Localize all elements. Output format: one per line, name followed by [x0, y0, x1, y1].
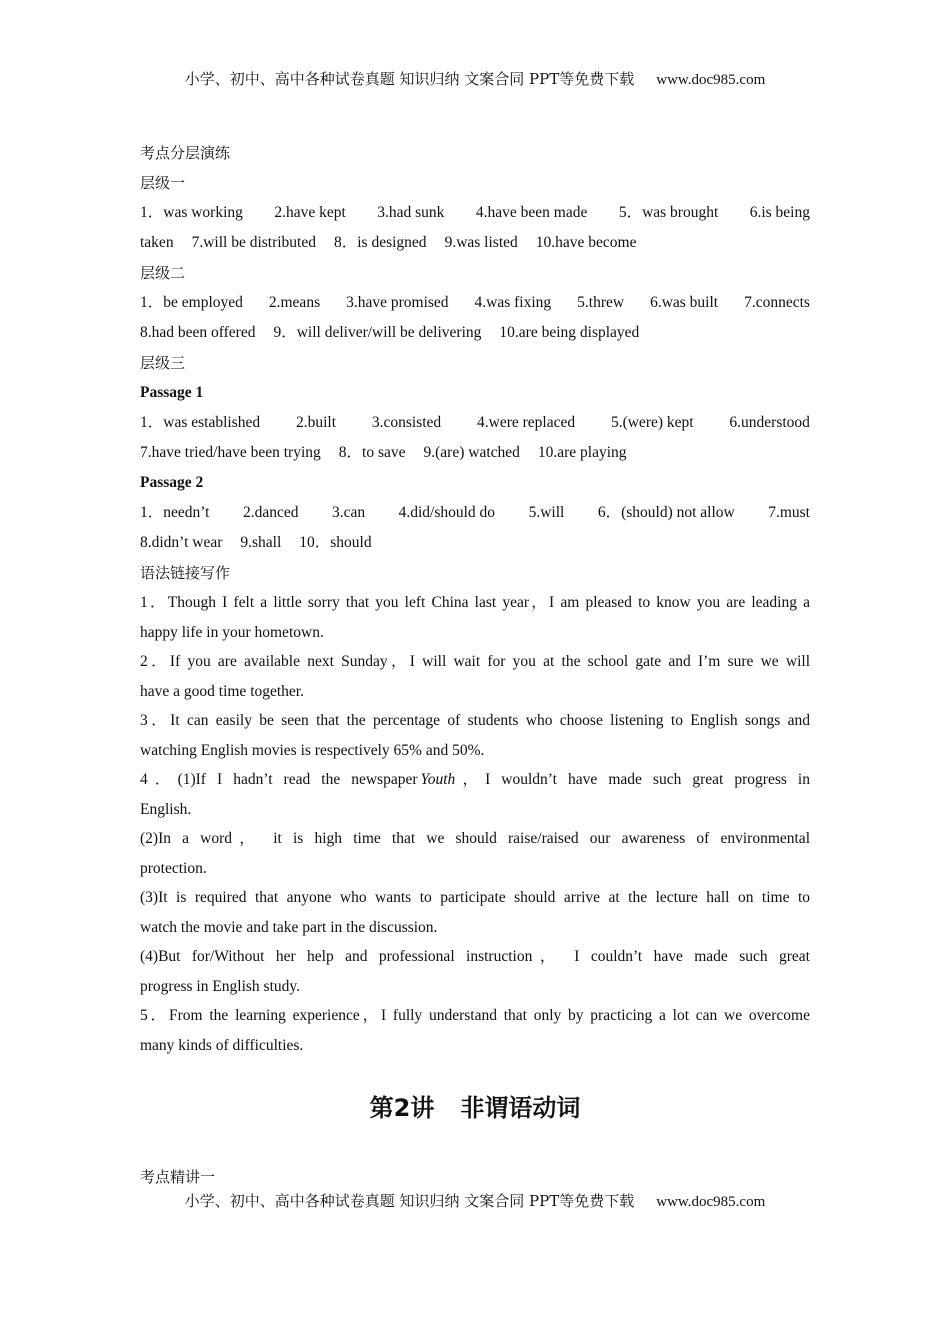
answer-item: 3.have promised	[346, 294, 449, 311]
answer-item: 3.can	[331, 504, 366, 521]
passage2-line1	[140, 498, 810, 528]
sentence-3-line2: watching English movies is respectively 65% and 50%.	[140, 741, 485, 759]
sentence-4-line1	[140, 765, 810, 795]
answer-item: 4.did/should do	[398, 504, 496, 521]
passage1-line2	[140, 438, 810, 468]
sentence-4-post: ，I wouldn’t have made such great progress in	[455, 771, 810, 788]
passage1-title: Passage 1	[140, 384, 204, 401]
answer-item: 9.shall	[240, 534, 282, 551]
page-footer	[0, 1190, 950, 1211]
sentence-5-line2: many kinds of difficulties.	[140, 1036, 304, 1054]
answer-item: 6.understood	[729, 414, 810, 431]
answer-item: 4.were replaced	[477, 414, 576, 431]
answer-item: taken	[140, 234, 174, 251]
answer-item: 9.(are) watched	[423, 444, 520, 461]
answer-item: 8.had been offered	[140, 324, 256, 341]
answer-item: 9．will deliver/will be delivering	[273, 324, 482, 341]
header-url[interactable]: www.doc985.com	[656, 72, 766, 88]
sentence-4-3-line1: (3)It is required that anyone who wants to participate should arrive at the lecture hall on time to	[140, 889, 810, 906]
passage1-line1	[140, 408, 810, 438]
answer-item: 8．is designed	[334, 234, 427, 251]
sentence-4-3-line2: watch the movie and take part in the discussion.	[140, 918, 438, 936]
chapter-name: 非谓语动词	[460, 1094, 581, 1122]
answer-item: 3.had sunk	[377, 204, 445, 221]
page-header	[0, 68, 950, 89]
answer-item: 10．should	[299, 534, 372, 551]
sentence-3-line1: 3．It can easily be seen that the percentage of students who choose listening to English songs and	[140, 712, 810, 729]
passage2-line2	[140, 528, 810, 558]
sentence-1-line1: 1．Though I felt a little sorry that you left China last year，I am pleased to know you are leading a	[140, 594, 810, 611]
answer-item: 5.will	[528, 504, 565, 521]
answer-item: 8.didn’t wear	[140, 534, 223, 551]
level2-title: 层级二	[140, 264, 186, 282]
newspaper-title: Youth	[420, 771, 456, 788]
answer-item: 2.means	[268, 294, 321, 311]
answer-item: 1．be employed	[140, 294, 243, 311]
answer-item: 1．was established	[140, 414, 261, 431]
answer-item: 10.have become	[535, 234, 637, 251]
section-title: 考点分层演练	[140, 144, 231, 162]
answer-item: 2.have kept	[274, 204, 346, 221]
passage2-title: Passage 2	[140, 474, 204, 491]
answer-item: 2.danced	[242, 504, 299, 521]
answer-item: 7.have tried/have been trying	[140, 444, 321, 461]
answer-item: 2.built	[295, 414, 336, 431]
answer-item: 5.threw	[577, 294, 625, 311]
answer-item: 6．(should) not allow	[597, 504, 735, 521]
answer-item: 7.must	[768, 504, 810, 521]
answer-item: 10.are being displayed	[499, 324, 640, 341]
sentence-1-line2: happy life in your hometown.	[140, 623, 324, 641]
answer-item: 6.was built	[650, 294, 719, 311]
sentence-4-2-line1: (2)In a word， it is high time that we should raise/raised our awareness of environmental	[140, 830, 810, 847]
sentence-5-line1: 5．From the learning experience，I fully understand that only by practicing a lot can we overcome	[140, 1007, 810, 1024]
answer-item: 8．to save	[338, 444, 406, 461]
sentence-4-4-line1: (4)But for/Without her help and professional instruction， I couldn’t have made such great	[140, 948, 810, 965]
answer-item: 4.have been made	[475, 204, 588, 221]
answer-item: 3.consisted	[371, 414, 442, 431]
answer-item: 4.was fixing	[474, 294, 552, 311]
sentence-4-pre: 4．(1)If I hadn’t read the newspaper	[140, 771, 418, 788]
writing-title: 语法链接写作	[140, 564, 231, 582]
answer-item: 10.are playing	[537, 444, 627, 461]
level2-line2	[140, 318, 810, 348]
answer-item: 1．was working	[140, 204, 243, 221]
answer-item: 1．needn’t	[140, 504, 210, 521]
level1-line2	[140, 228, 810, 258]
level2-line1	[140, 288, 810, 318]
level3-title: 层级三	[140, 354, 186, 372]
sentence-4-2-line2: protection.	[140, 859, 207, 877]
footer-url[interactable]: www.doc985.com	[656, 1194, 766, 1210]
answer-item: 5.(were) kept	[610, 414, 694, 431]
answer-item: 7.will be distributed	[191, 234, 316, 251]
level1-title: 层级一	[140, 174, 186, 192]
chapter-number: 第2讲	[369, 1094, 435, 1122]
footer-text: 小学、初中、高中各种试卷真题 知识归纳 文案合同 PPT等免费下载	[184, 1192, 635, 1210]
answer-item: 7.connects	[744, 294, 810, 311]
header-text: 小学、初中、高中各种试卷真题 知识归纳 文案合同 PPT等免费下载	[184, 70, 635, 88]
answer-content	[140, 138, 810, 1060]
sentence-4-line2: English.	[140, 800, 192, 818]
answer-item: 9.was listed	[444, 234, 518, 251]
level1-line1	[140, 198, 810, 228]
sentence-4-4-line2: progress in English study.	[140, 977, 301, 995]
answer-item: 6.is being	[749, 204, 810, 221]
answer-item: 5．was brought	[618, 204, 719, 221]
sentence-2-line1: 2．If you are available next Sunday，I will wait for you at the school gate and I’m sure we will	[140, 653, 810, 670]
sentence-2-line2: have a good time together.	[140, 682, 304, 700]
section2-title: 考点精讲一	[140, 1168, 216, 1186]
chapter-title	[0, 1088, 950, 1123]
